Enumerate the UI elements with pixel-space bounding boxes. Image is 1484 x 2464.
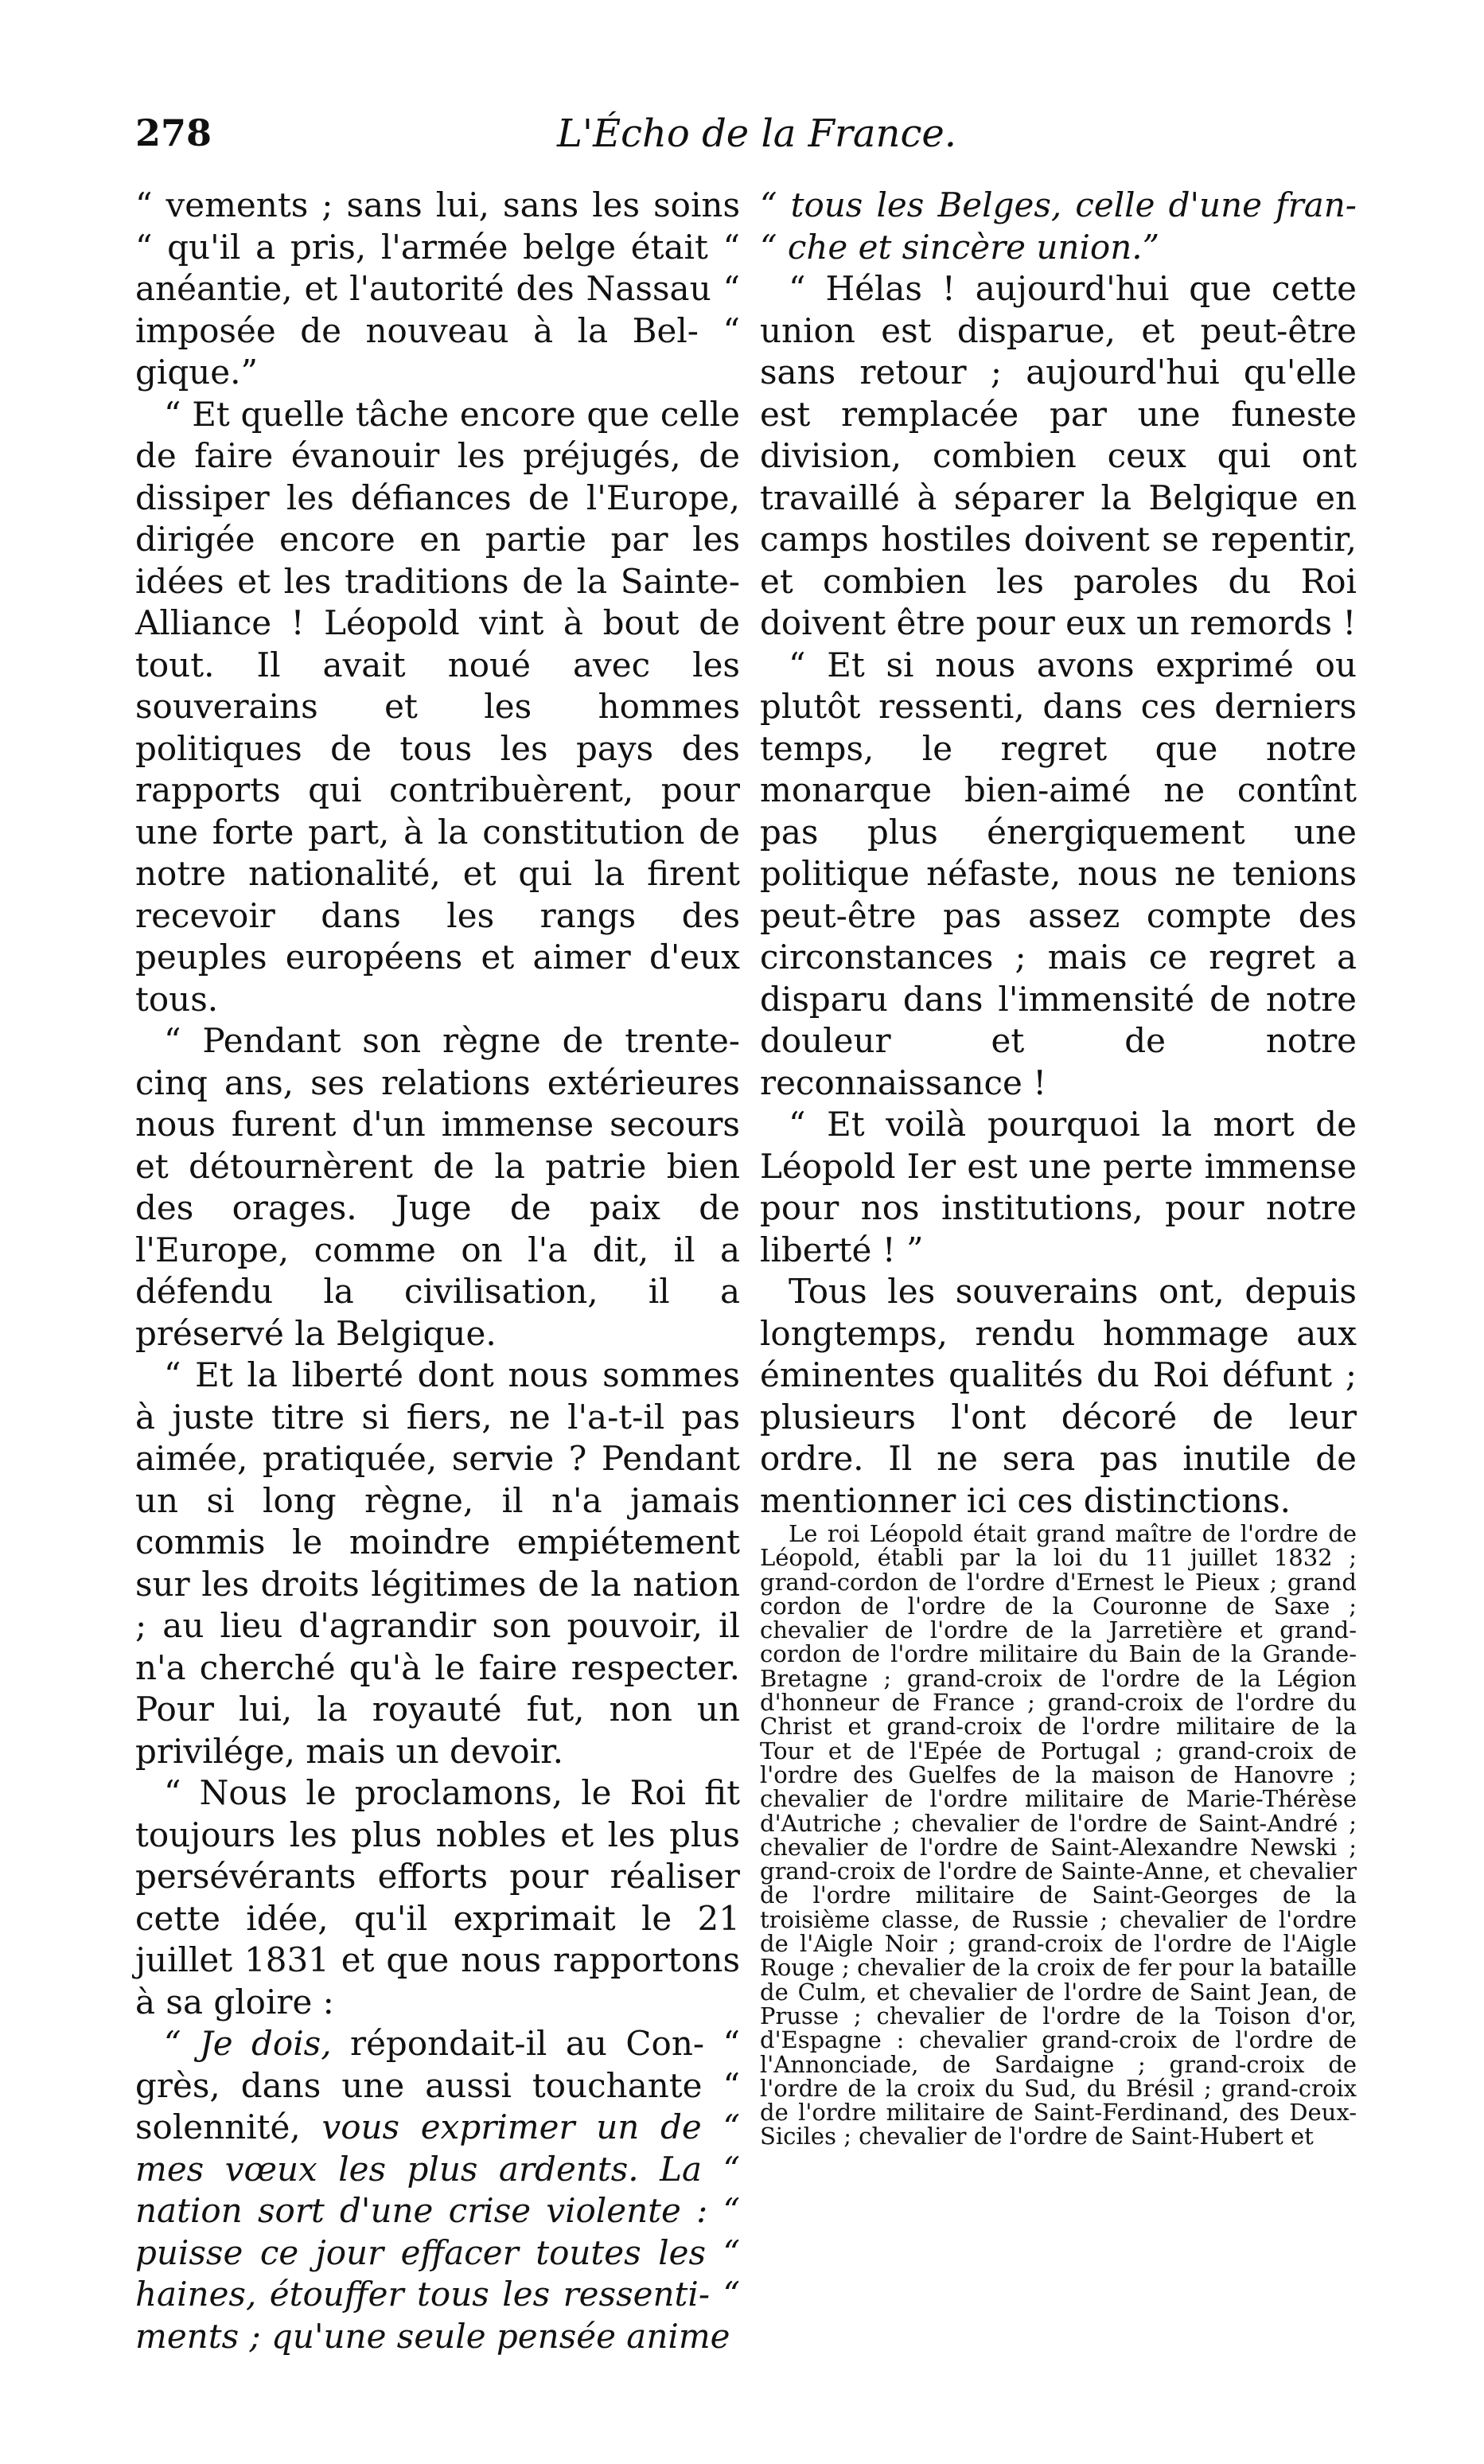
left-column xyxy=(135,185,740,2357)
paragraph: “ Nous le proclamons, le Roi fit toujours les plus nobles et les plus persévérants efforts pour réaliser cette idée, qu'il exprimait le 21 juillet 1831 et que nous rapportons à sa gloire : xyxy=(135,1773,740,2021)
paragraph: “ Hélas ! aujourd'hui que cette union est disparue, et peut-être sans retour ; aujourd'hui qu'elle est remplacée par une funeste division, combien ceux qui ont travaillé à séparer la Belgique en camps hostiles doivent se repentir, et combien les paroles du Roi doivent être pour eux un remords ! xyxy=(760,269,1357,642)
paragraph: “ Et la liberté dont nous sommes à juste titre si fiers, ne l'a-t-il pas aimée, pratiquée, servie ? Pendant un si long règne, il n'a jamais commis le moindre empiétement sur les droits légitimes de la nation ; au lieu d'agrandir son pouvoir, il n'a cherché qu'à le faire respecter. Pour lui, la royauté fut, non un privilége, mais un devoir. xyxy=(135,1355,740,1771)
paragraph: “ vements ; sans lui, sans les soins “ qu'il a pris, l'armée belge était “ anéantie, et l'autorité des Nassau “ imposée de nouveau à la Bel- “ gique.” xyxy=(135,185,740,392)
page-number: 278 xyxy=(135,111,212,154)
page-header xyxy=(135,111,1361,167)
quote-roman: répondait-il au Con- “ grès, dans une aussi touchante “ solennité, xyxy=(135,2024,741,2146)
paragraph: “ Et si nous avons exprimé ou plutôt ressenti, dans ces derniers temps, le regret que notre monarque bien-aimé ne contînt pas plus énergiquement une politique néfaste, nous ne tenions peut-être pas assez compte des circonstances ; mais ce regret a disparu dans l'immensité de notre douleur et de notre reconnaissance ! xyxy=(760,645,1357,1102)
paragraph: Tous les souverains ont, depuis longtemps, rendu hommage aux éminentes qualités du Roi défunt ; plusieurs l'ont décoré de leur ordre. Il ne sera pas inutile de mentionner ici ces distinctions. xyxy=(760,1272,1357,1520)
footnote: Le roi Léopold était grand maître de l'ordre de Léopold, établi par la loi du 11 juillet 1832 ; grand-cordon de l'ordre d'Ernest le Pieux ; grand cordon de l'ordre de la Couronne de Saxe ; chevalier de l'ordre de la Jarretière et grand-cordon de l'ordre militaire du Bain de la Grande-Bretagne ; grand-croix de l'ordre de la Légion d'honneur de France ; grand-croix de l'ordre du Christ et grand-croix de l'ordre militaire de la Tour et de l'Epée de Portugal ; grand-croix de l'ordre des Guelfes de la maison de Hanovre ; chevalier de l'ordre militaire de Marie-Thérèse d'Autriche ; chevalier de l'ordre de Saint-André ; chevalier de l'ordre de Saint-Alexandre Newski ; grand-croix de l'ordre de Sainte-Anne, et chevalier de l'ordre militaire de Saint-Georges de la troisième classe, de Russie ; chevalier de l'ordre de l'Aigle Noir ; grand-croix de l'ordre de l'Aigle Rouge ; chevalier de la croix de fer pour la bataille de Culm, et chevalier de l'ordre de Saint Jean, de Prusse ; chevalier de l'ordre de la Toison d'or, d'Espagne : chevalier grand-croix de l'ordre de l'Annonciade, de Sardaigne ; grand-croix de l'ordre de la croix du Sud, du Brésil ; grand-croix de l'ordre militaire de Saint-Ferdinand, des Deux-Siciles ; chevalier de l'ordre de Saint-Hubert et xyxy=(760,1520,1357,2150)
paragraph: “ Pendant son règne de trente-cinq ans, ses relations extérieures nous furent d'un immense secours et détournèrent de la patrie bien des orages. Juge de paix de l'Europe, comme on l'a dit, il a défendu la civilisation, il a préservé la Belgique. xyxy=(135,1021,740,1353)
quoted-paragraph: “ tous les Belges, celle d'une fran- “ che et sincère union.” xyxy=(760,185,1357,267)
right-column xyxy=(760,185,1357,2149)
paragraph: “ Et quelle tâche encore que celle de faire évanouir les préjugés, de dissiper les défiances de l'Europe, dirigée encore en partie par les idées et les traditions de la Sainte-Alliance ! Léopold vint à bout de tout. Il avait noué avec les souverains et les hommes politiques de tous les pays des rapports qui contribuèrent, pour une forte part, à la constitution de notre nationalité, et qui la firent recevoir dans les rangs des peuples européens et aimer d'eux tous. xyxy=(135,394,740,1019)
paragraph: “ Et voilà pourquoi la mort de Léopold Ier est une perte immense pour nos institutions, pour notre liberté ! ” xyxy=(760,1105,1357,1269)
running-title: L'Écho de la France. xyxy=(557,111,957,156)
quoted-paragraph xyxy=(135,2023,740,2357)
quote-italic-end: vous exprimer un de “ mes vœux les plus ardents. La “ nation sort d'une crise violente : “ puisse ce jour effacer toutes les “ haines, étouffer tous les ressenti- “ ments ; qu'une seule pensée anime xyxy=(135,2107,740,2356)
quote-italic-start: “ Je dois, xyxy=(164,2024,332,2063)
